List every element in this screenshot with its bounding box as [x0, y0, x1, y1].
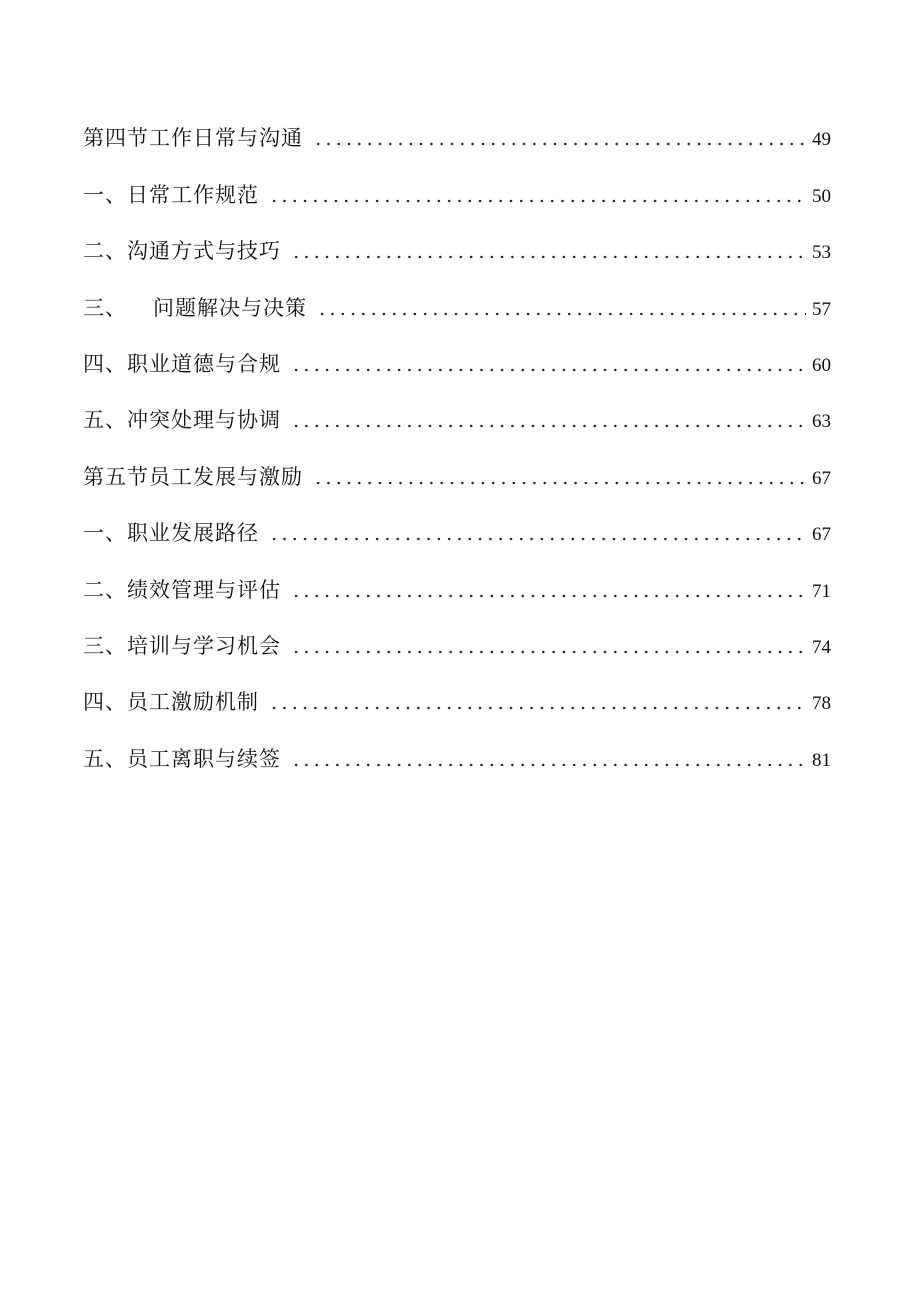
toc-entry-page: 60 — [812, 354, 831, 376]
toc-entry-title: 五、冲突处理与协调 — [83, 408, 281, 433]
toc-entry-page: 81 — [812, 749, 831, 771]
toc-entry-incentives[interactable] — [83, 679, 831, 735]
toc-dot-leader — [291, 650, 806, 654]
toc-entry-communication[interactable] — [83, 228, 831, 284]
toc-entry-page: 78 — [812, 693, 831, 715]
toc-entry-ethics-compliance[interactable] — [83, 341, 831, 397]
toc-entry-page: 67 — [812, 524, 831, 546]
toc-entry-page: 57 — [812, 298, 831, 320]
toc-dot-leader — [313, 481, 806, 485]
toc-entry-problem-solving[interactable] — [83, 284, 831, 340]
toc-dot-leader — [317, 312, 806, 316]
toc-entry-resignation-renewal[interactable] — [83, 735, 831, 791]
toc-entry-title: 四、员工激励机制 — [83, 690, 259, 715]
toc-dot-leader — [269, 537, 806, 541]
toc-entry-daily-work-norms[interactable] — [83, 171, 831, 227]
toc-entry-page: 63 — [812, 411, 831, 433]
toc-entry-section-4[interactable] — [83, 115, 831, 171]
toc-dot-leader — [291, 594, 806, 598]
toc-entry-title: 第五节员工发展与激励 — [83, 464, 303, 489]
toc-entry-page: 74 — [812, 636, 831, 658]
toc-dot-leader — [291, 424, 806, 428]
toc-entry-title: 二、沟通方式与技巧 — [83, 239, 281, 264]
toc-entry-page: 50 — [812, 185, 831, 207]
table-of-contents — [83, 115, 831, 792]
toc-entry-page: 71 — [812, 580, 831, 602]
toc-entry-page: 49 — [812, 129, 831, 151]
toc-entry-title: 第四节工作日常与沟通 — [83, 126, 303, 151]
toc-entry-title: 四、职业道德与合规 — [83, 351, 281, 376]
toc-entry-title: 一、职业发展路径 — [83, 521, 259, 546]
toc-dot-leader — [291, 368, 806, 372]
toc-entry-conflict-handling[interactable] — [83, 397, 831, 453]
toc-entry-title: 三、培训与学习机会 — [83, 633, 281, 658]
toc-dot-leader — [269, 199, 806, 203]
toc-entry-page: 53 — [812, 242, 831, 264]
toc-dot-leader — [291, 763, 806, 767]
toc-dot-leader — [313, 142, 806, 146]
toc-entry-section-5[interactable] — [83, 453, 831, 509]
toc-entry-title: 五、员工离职与续签 — [83, 746, 281, 771]
toc-entry-title-prefix: 三、 — [83, 295, 127, 320]
toc-entry-performance[interactable] — [83, 566, 831, 622]
toc-entry-training[interactable] — [83, 623, 831, 679]
toc-dot-leader — [291, 255, 806, 259]
toc-entry-title-text: 问题解决与决策 — [153, 295, 307, 320]
toc-entry-career-path[interactable] — [83, 510, 831, 566]
toc-dot-leader — [269, 706, 806, 710]
toc-entry-title: 一、日常工作规范 — [83, 182, 259, 207]
toc-entry-title — [83, 295, 307, 320]
toc-entry-page: 67 — [812, 467, 831, 489]
toc-entry-title: 二、绩效管理与评估 — [83, 577, 281, 602]
